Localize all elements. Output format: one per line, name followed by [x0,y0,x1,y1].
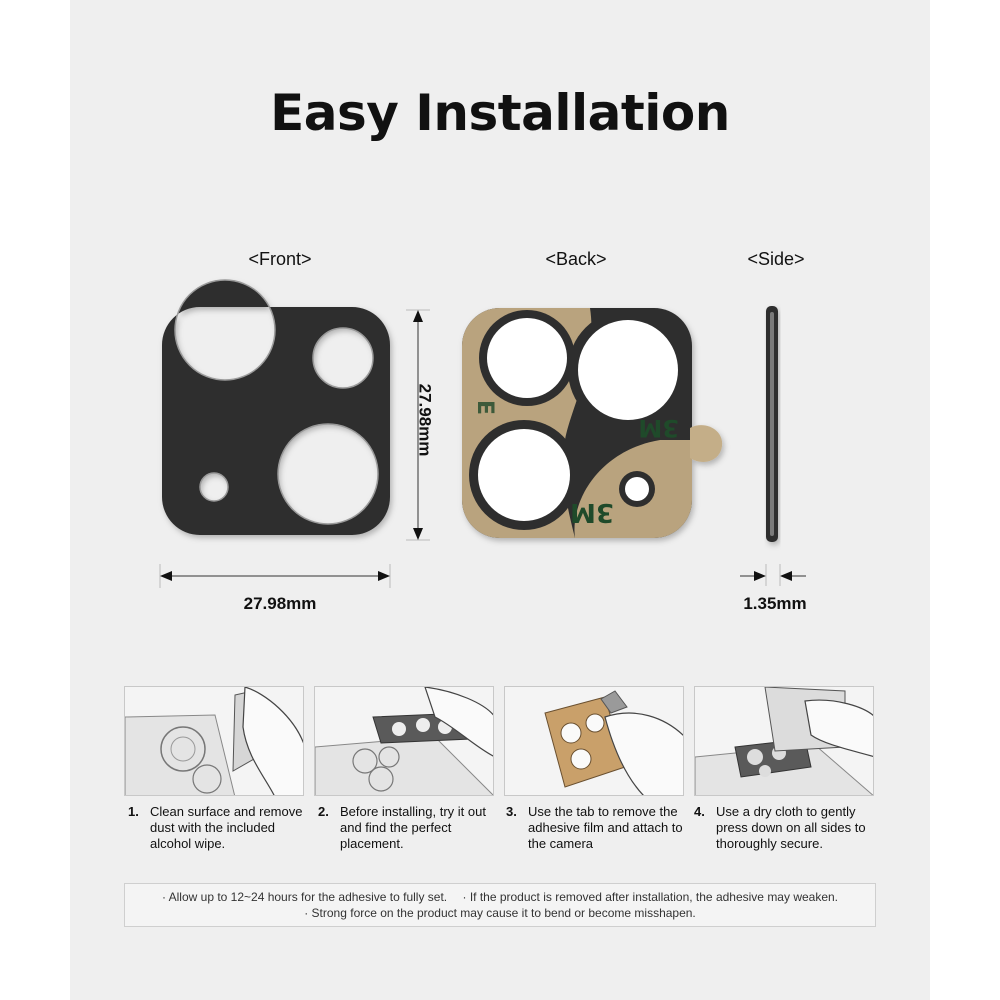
side-lens-frame [766,306,778,542]
note-strong-force: · Strong force on the product may cause it to bend or become misshapen. [304,906,696,920]
note-adhesive-weaken: · If the product is removed after installation, the adhesive may weaken. [462,890,839,904]
thickness-dimension-label: 1.35mm [743,594,807,613]
front-lens-frame [162,280,390,535]
step-2-caption: 2. Before installing, try it out and find the perfect placement. [318,804,486,851]
back-view-label: <Back> [545,249,607,269]
step-2-illustration [314,686,494,796]
step-1-illustration [124,686,304,796]
side-view-label: <Side> [747,249,805,269]
step-1-caption: 1. Clean surface and remove dust with the included alcohol wipe. [128,804,303,851]
step-4-caption: 4. Use a dry cloth to gently press down on all sides to thoroughly secure. [694,804,866,851]
width-dimension-label: 27.98mm [243,594,317,613]
width-dimension-arrow [160,564,390,588]
page-title: Easy Installation [270,84,730,142]
step-3-caption: 3. Use the tab to remove the adhesive film and attach to the camera [506,804,683,851]
front-view-label: <Front> [248,249,312,269]
svg-text:3M: 3M [570,497,614,527]
height-dimension-label: 27.98mm [415,383,434,457]
note-adhesive-set: · Allow up to 12~24 hours for the adhesive to fully set. [161,890,448,904]
step-4-illustration [694,686,874,796]
thickness-dimension-arrow [740,564,806,586]
svg-text:3M: 3M [638,414,679,442]
svg-text:E: E [472,400,497,416]
step-3-illustration [504,686,684,796]
caution-notes [124,883,876,927]
